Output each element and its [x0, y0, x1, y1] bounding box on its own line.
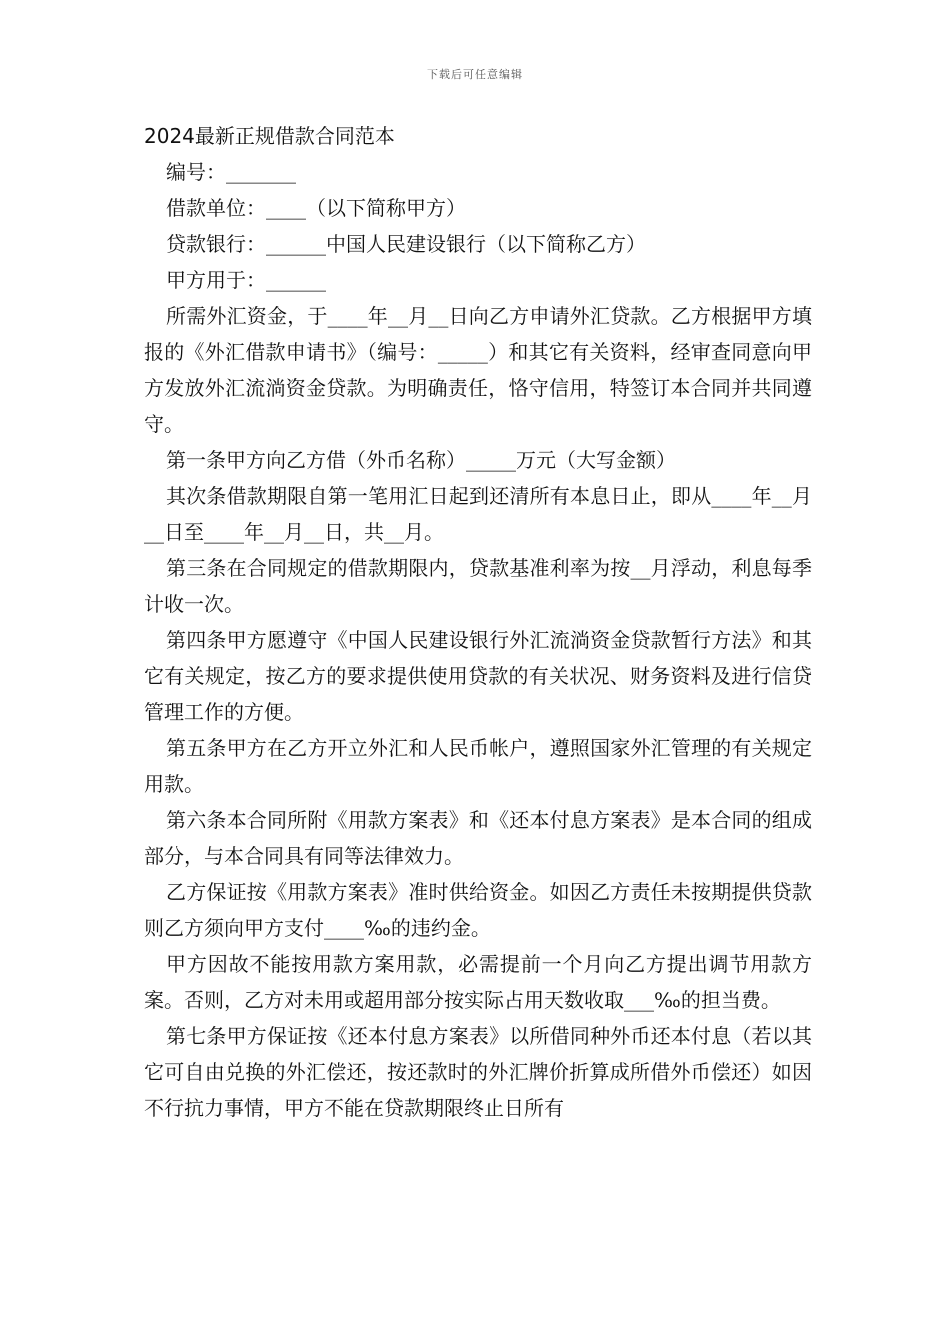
borrower-line: 借款单位：____（以下简称甲方） — [166, 196, 466, 220]
article-2-paragraph: 其次条借款期限自第一笔用汇日起到还清所有本息日止，即从____年__月__日至____年__月__日，共__月。 — [144, 484, 812, 544]
document-title: 2024最新正规借款合同范本 — [144, 124, 395, 148]
article-5-paragraph: 第五条甲方在乙方开立外汇和人民币帐户，遵照国家外汇管理的有关规定用款。 — [144, 736, 812, 796]
preamble-paragraph: 所需外汇资金，于____年__月__日向乙方申请外汇贷款。乙方根据甲方填报的《外汇借款申请书》（编号：_____）和其它有关资料，经审查同意向甲方发放外汇流淌资金贷款。为明确责任，恪守信用，特签订本合同并共同遵守。 — [144, 304, 812, 436]
lender-guarantee-paragraph: 乙方保证按《用款方案表》准时供给资金。如因乙方责任未按期提供贷款则乙方须向甲方支付____‰的违约金。 — [144, 880, 812, 940]
article-4-paragraph: 第四条甲方愿遵守《中国人民建设银行外汇流淌资金贷款暂行方法》和其它有关规定，按乙方的要求提供使用贷款的有关状况、财务资料及进行信贷管理工作的方便。 — [144, 628, 812, 724]
article-7-paragraph: 第七条甲方保证按《还本付息方案表》以所借同种外币还本付息（若以其它可自由兑换的外汇偿还，按还款时的外汇牌价折算成所借外币偿还）如因不行抗力事情，甲方不能在贷款期限终止日所有 — [144, 1024, 812, 1120]
article-1-paragraph: 第一条甲方向乙方借（外币名称）_____万元（大写金额） — [166, 448, 676, 472]
article-6-paragraph: 第六条本合同所附《用款方案表》和《还本付息方案表》是本合同的组成部分，与本合同具有同等法律效力。 — [144, 808, 812, 868]
contract-number-line: 编号：_______ — [166, 160, 296, 184]
lender-bank-line: 贷款银行：______中国人民建设银行（以下简称乙方） — [166, 232, 646, 256]
document-body — [144, 118, 812, 1126]
article-3-paragraph: 第三条在合同规定的借款期限内，贷款基准利率为按__月浮动，利息每季计收一次。 — [144, 556, 812, 616]
page-header: 下载后可任意编辑 — [427, 68, 523, 81]
purpose-line: 甲方用于：______ — [166, 268, 326, 292]
borrower-adjustment-paragraph: 甲方因故不能按用款方案用款，必需提前一个月向乙方提出调节用款方案。否则，乙方对未用或超用部分按实际占用天数收取___‰的担当费。 — [144, 952, 812, 1012]
